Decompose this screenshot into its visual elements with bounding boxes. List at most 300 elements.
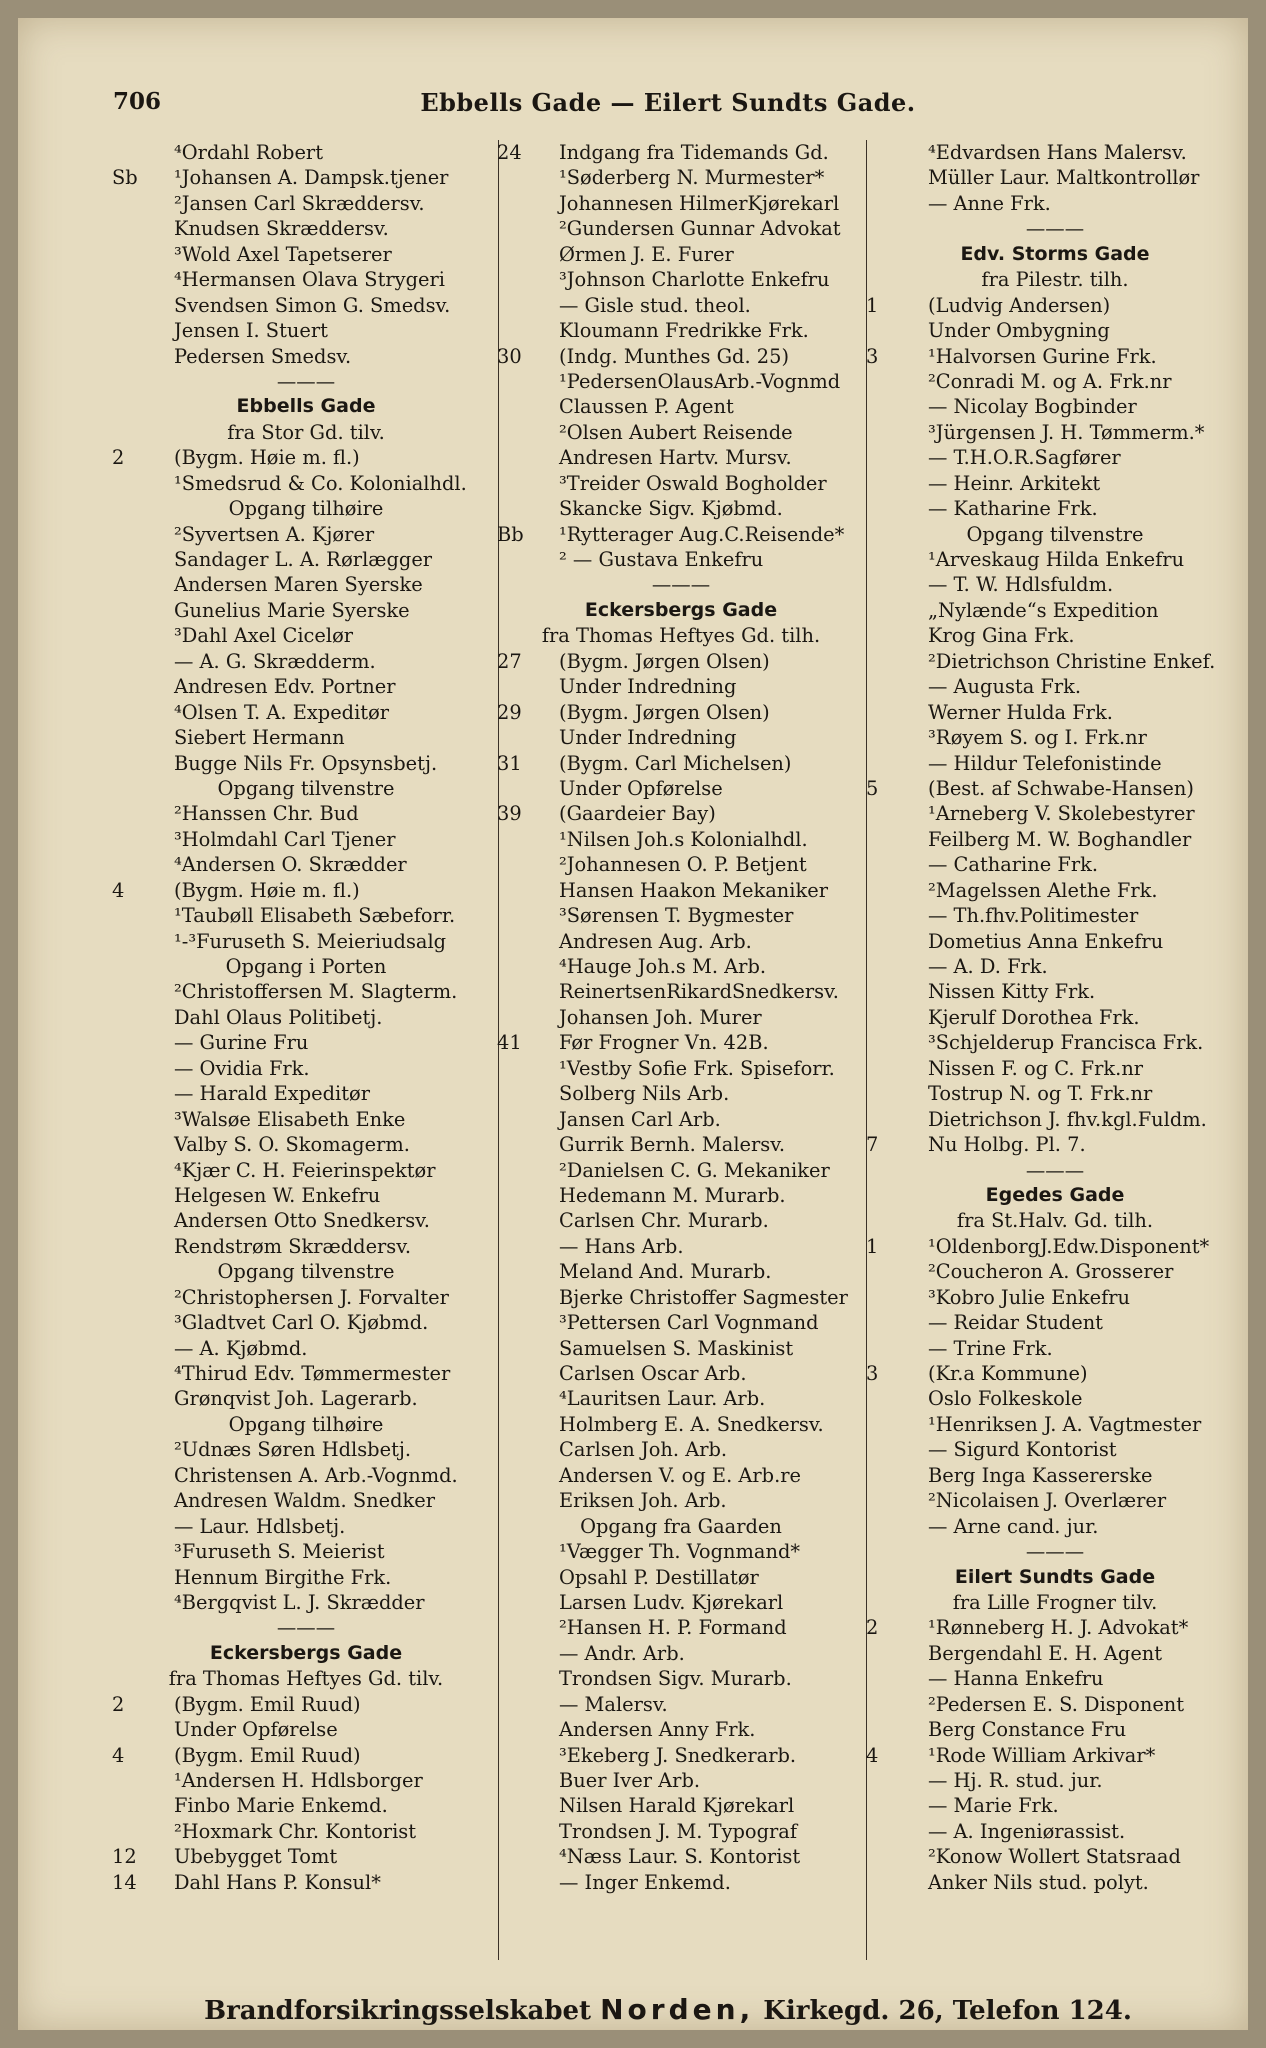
entry-text: Müller Laur. Maltkontrollør [928, 166, 1200, 190]
entry-text: ¹PedersenOlausArb.-Vognmd [559, 369, 841, 393]
entry-text: Rendstrøm Skræddersv. [174, 1234, 412, 1258]
entry-text: Opsahl P. Destillatør [559, 1565, 759, 1589]
footer-company-name: Norden, [600, 1993, 755, 2026]
directory-entry [866, 293, 1240, 318]
directory-entry [870, 369, 1240, 394]
entry-text: (Indg. Munthes Gd. 25) [559, 344, 790, 368]
house-number: 41 [497, 1031, 522, 1055]
directory-entry [116, 1463, 496, 1488]
directory-entry [116, 1793, 496, 1818]
directory-entry [501, 1565, 861, 1590]
entry-text: ²Conradi M. og A. Frk.nr [928, 369, 1172, 393]
directory-entry [870, 471, 1240, 496]
entry-text: Johansen Joh. Murer [559, 1005, 762, 1029]
entry-text: Feilberg M. W. Boghandler [928, 827, 1192, 851]
entry-text: ³Dahl Axel Cicelør [174, 624, 354, 648]
directory-entry [501, 1361, 861, 1386]
house-number: 5 [866, 776, 879, 800]
column-divider [866, 140, 867, 1960]
entry-text: ³Kobro Julie Enkefru [928, 1285, 1131, 1309]
entry-text: ⁴Olsen T. A. Expeditør [174, 700, 390, 724]
entry-text: Svendsen Simon G. Smedsv. [174, 293, 451, 317]
entry-text: Indgang fra Tidemands Gd. [559, 141, 829, 164]
section-note [870, 216, 1240, 241]
entry-text: Bugge Nils Fr. Opsynsbetj. [174, 751, 438, 775]
entry-text: Helgesen W. Enkefru [174, 1183, 381, 1207]
house-number: 1 [866, 1234, 879, 1258]
directory-entry [497, 522, 861, 547]
directory-entry [116, 1386, 496, 1411]
entry-text: — Arne cand. jur. [928, 1514, 1099, 1538]
house-number: Bb [497, 522, 524, 546]
entry-text: ⁴Thirud Edv. Tømmermester [174, 1362, 451, 1385]
entry-text: — Andr. Arb. [559, 1641, 685, 1665]
entry-text: — Gurine Fru [174, 1031, 309, 1055]
house-number: 39 [497, 802, 522, 826]
directory-entry [116, 216, 496, 241]
directory-entry [116, 1234, 496, 1259]
directory-entry [116, 1768, 496, 1793]
entry-text: Opgang tilvenstre [217, 776, 395, 800]
directory-entry [501, 191, 861, 216]
directory-entry [501, 929, 861, 954]
section-note [870, 522, 1240, 547]
directory-entry [501, 293, 861, 318]
entry-text: — A. Ingeniørassist. [928, 1819, 1126, 1843]
directory-entry [501, 1437, 861, 1462]
directory-entry [501, 1310, 861, 1335]
directory-entry [870, 1641, 1240, 1666]
directory-entry [870, 598, 1240, 623]
entry-text: ——— [651, 573, 711, 597]
entry-text: ¹Rode William Arkivar* [928, 1743, 1156, 1767]
directory-entry [116, 1336, 496, 1361]
directory-entry [116, 623, 496, 648]
entry-text: Grønqvist Joh. Lagerarb. [174, 1387, 418, 1411]
entry-text: fra St.Halv. Gd. tilh. [956, 1209, 1154, 1233]
entry-text: ²Udnæs Søren Hdlsbetj. [174, 1438, 412, 1462]
house-number: 1 [866, 293, 879, 317]
entry-text: Egedes Gade [985, 1183, 1125, 1206]
entry-text: Dometius Anna Enkefru [928, 929, 1164, 953]
directory-entry [870, 165, 1240, 190]
directory-entry [116, 1437, 496, 1462]
directory-entry [112, 1692, 496, 1717]
directory-entry [870, 191, 1240, 216]
entry-text: ²Pedersen E. S. Disponent [928, 1692, 1185, 1716]
directory-entry [501, 1005, 861, 1030]
directory-entry [501, 1793, 861, 1818]
directory-entry [116, 801, 496, 826]
directory-entry [870, 1336, 1240, 1361]
entry-text: Nu Holbg. Pl. 7. [928, 1133, 1086, 1157]
directory-entry [501, 1208, 861, 1233]
entry-text: — Reidar Student [928, 1311, 1103, 1335]
directory-entry [116, 1285, 496, 1310]
entry-text: ²Hanssen Chr. Bud [174, 802, 359, 826]
entry-text: Valby S. O. Skomagerm. [174, 1133, 410, 1157]
entry-text: ¹Arveskaug Hilda Enkefru [928, 548, 1185, 571]
column-1 [112, 140, 496, 1975]
entry-text: fra Thomas Heftyes Gd. tilv. [168, 1667, 444, 1691]
directory-entry [870, 1819, 1240, 1844]
directory-entry [870, 674, 1240, 699]
entry-text: — A. Kjøbmd. [174, 1336, 308, 1360]
entry-text: Opgang fra Gaarden [580, 1514, 782, 1538]
entry-text: Johannesen HilmerKjørekarl [559, 191, 840, 215]
entry-text: Kloumann Fredrikke Frk. [559, 319, 809, 343]
directory-entry [501, 1641, 861, 1666]
entry-text: Siebert Hermann [174, 726, 345, 750]
directory-entry [870, 852, 1240, 877]
entry-text: ³Walsøe Elisabeth Enke [174, 1107, 406, 1131]
directory-entry [112, 445, 496, 470]
entry-text: ³Gladtvet Carl O. Kjøbmd. [174, 1311, 429, 1335]
entry-text: Knudsen Skræddersv. [174, 217, 389, 241]
house-number: 29 [497, 700, 522, 724]
directory-entry [870, 700, 1240, 725]
entry-text: ²Syvertsen A. Kjører [174, 522, 375, 546]
directory-entry [501, 1183, 861, 1208]
section-note [116, 420, 496, 445]
entry-text: ³Treider Oswald Bogholder [559, 471, 827, 495]
directory-entry [870, 1056, 1240, 1081]
entry-text: Nissen F. og C. Frk.nr [928, 1056, 1144, 1080]
entry-text: ¹Vestby Sofie Frk. Spiseforr. [559, 1056, 835, 1080]
section-note [870, 1590, 1240, 1615]
entry-text: Skancke Sigv. Kjøbmd. [559, 497, 783, 521]
directory-entry [866, 1743, 1240, 1768]
entry-text: Eckersbergs Gade [209, 1641, 403, 1664]
entry-text: ¹Rytterager Aug.C.Reisende* [559, 522, 845, 546]
entry-text: Hansen Haakon Mekaniker [559, 878, 828, 902]
entry-text: ⁴Kjær C. H. Feierinspektør [174, 1158, 436, 1182]
directory-entry [870, 1030, 1240, 1055]
directory-entry [116, 1819, 496, 1844]
entry-text: Pedersen Smedsv. [174, 344, 352, 368]
directory-entry [870, 1793, 1240, 1818]
section-note [501, 1514, 861, 1539]
directory-entry [870, 1717, 1240, 1742]
directory-entry [116, 1488, 496, 1513]
directory-entry [501, 267, 861, 292]
directory-entry [501, 1463, 861, 1488]
entry-text: ²Magelssen Alethe Frk. [928, 878, 1158, 902]
directory-entry [501, 369, 861, 394]
entry-text: (Bygm. Høie m. fl.) [174, 878, 360, 902]
entry-text: Ørmen J. E. Furer [559, 242, 734, 266]
directory-entry [870, 1488, 1240, 1513]
directory-entry [870, 1463, 1240, 1488]
entry-text: Carlsen Chr. Murarb. [559, 1209, 769, 1233]
entry-text: ⁴Edvardsen Hans Malersv. [928, 141, 1187, 164]
entry-text: ³Wold Axel Tapetserer [174, 242, 392, 266]
entry-text: Berg Inga Kassererske [928, 1463, 1153, 1487]
directory-entry [870, 751, 1240, 776]
entry-text: ²Coucheron A. Grosserer [928, 1260, 1174, 1284]
entry-text: Ubebygget Tomt [174, 1845, 338, 1869]
entry-text: Carlsen Oscar Arb. [559, 1362, 747, 1385]
entry-text: Andersen V. og E. Arb.re [559, 1463, 801, 1487]
directory-entry [501, 445, 861, 470]
directory-entry [501, 1590, 861, 1615]
directory-entry [870, 140, 1240, 165]
entry-text: — Catharine Frk. [928, 853, 1099, 877]
entry-text: Andersen Otto Snedkersv. [174, 1209, 430, 1233]
entry-text: Andersen Anny Frk. [559, 1718, 756, 1742]
directory-entry [116, 318, 496, 343]
entry-text: ³Ekeberg J. Snedkerarb. [559, 1743, 797, 1767]
entry-text: ——— [276, 1616, 336, 1640]
entry-text: Hennum Birgithe Frk. [174, 1565, 392, 1589]
entry-text: Claussen P. Agent [559, 395, 734, 419]
directory-entry [870, 394, 1240, 419]
directory-entry [501, 1870, 861, 1895]
directory-entry [870, 420, 1240, 445]
directory-entry [501, 1336, 861, 1361]
entry-text: ——— [1025, 217, 1085, 241]
entry-text: ¹Smedsrud & Co. Kolonialhdl. [174, 471, 467, 495]
entry-text: — T.H.O.R.Sagfører [928, 446, 1121, 470]
directory-entry [866, 776, 1240, 801]
directory-entry [116, 1005, 496, 1030]
directory-entry [870, 1844, 1240, 1869]
directory-entry [870, 903, 1240, 928]
entry-text: Krog Gina Frk. [928, 624, 1075, 648]
directory-page [18, 18, 1248, 2030]
entry-text: ²Christophersen J. Forvalter [174, 1285, 449, 1309]
entry-text: (Bygm. Jørgen Olsen) [559, 649, 770, 673]
entry-text: Carlsen Joh. Arb. [559, 1438, 728, 1462]
directory-entry [112, 1844, 496, 1869]
house-number: 3 [866, 344, 879, 368]
entry-text: Under Indredning [559, 726, 737, 750]
entry-text: — Heinr. Arkitekt [928, 471, 1101, 495]
entry-text: Dahl Hans P. Konsul* [174, 1870, 381, 1894]
entry-text: — Augusta Frk. [928, 675, 1082, 699]
entry-text: Buer Iver Arb. [559, 1769, 701, 1792]
entry-text: — Th.fhv.Politimester [928, 904, 1139, 928]
entry-text: ²Gundersen Gunnar Advokat [559, 217, 841, 241]
directory-entry [501, 1234, 861, 1259]
directory-entry [116, 1310, 496, 1335]
entry-text: Under Opførelse [559, 776, 723, 800]
directory-entry [870, 979, 1240, 1004]
house-number: 2 [112, 1692, 125, 1716]
directory-entry [116, 1030, 496, 1055]
entry-text: Sandager L. A. Rørlægger [174, 548, 433, 571]
directory-entry [116, 242, 496, 267]
directory-entry [116, 1056, 496, 1081]
directory-entry [116, 827, 496, 852]
entry-text: ²Jansen Carl Skræddersv. [174, 191, 425, 215]
entry-text: Ebbells Gade [236, 395, 376, 418]
directory-entry [116, 344, 496, 369]
entry-text: ²Olsen Aubert Reisende [559, 420, 793, 444]
directory-entry [870, 318, 1240, 343]
entry-text: ³Holmdahl Carl Tjener [174, 827, 396, 851]
entry-text: — Inger Enkemd. [559, 1870, 731, 1894]
running-title: Ebbells Gade — Eilert Sundts Gade. [420, 88, 916, 117]
directory-entry [116, 1081, 496, 1106]
directory-entry [112, 1870, 496, 1895]
column-2 [497, 140, 861, 1975]
house-number: 3 [866, 1362, 879, 1385]
entry-text: Eriksen Joh. Arb. [559, 1489, 727, 1513]
entry-text: — Hanna Enkefru [928, 1667, 1104, 1691]
entry-text: Holmberg E. A. Snedkersv. [559, 1412, 824, 1436]
entry-text: Opgang tilvenstre [217, 1260, 395, 1284]
directory-entry [116, 929, 496, 954]
house-number: 2 [866, 1616, 879, 1640]
entry-text: Gurrik Bernh. Malersv. [559, 1133, 786, 1157]
directory-entry [501, 1666, 861, 1691]
directory-entry [501, 242, 861, 267]
directory-entry [870, 827, 1240, 852]
house-number: 2 [112, 446, 125, 470]
house-number: 7 [866, 1133, 879, 1157]
directory-entry [501, 165, 861, 190]
entry-text: (Kr.a Kommune) [928, 1362, 1088, 1385]
directory-entry [870, 547, 1240, 572]
directory-entry [116, 1590, 496, 1615]
directory-entry [501, 954, 861, 979]
directory-entry [116, 191, 496, 216]
entry-text: ¹-³Furuseth S. Meieriudsalg [174, 929, 447, 953]
section-note [116, 776, 496, 801]
entry-text: — Hans Arb. [559, 1234, 684, 1258]
entry-text: Hedemann M. Murarb. [559, 1183, 786, 1207]
directory-entry [116, 547, 496, 572]
directory-entry [116, 1361, 496, 1386]
entry-text: ³Furuseth S. Meierist [174, 1540, 385, 1564]
directory-entry [501, 674, 861, 699]
directory-entry [870, 1437, 1240, 1462]
directory-entry [116, 1539, 496, 1564]
entry-text: Samuelsen S. Maskinist [559, 1336, 794, 1360]
directory-entry [501, 1259, 861, 1284]
directory-entry [870, 954, 1240, 979]
directory-entry [501, 1132, 861, 1157]
house-number: 4 [112, 878, 125, 902]
entry-text: Jansen Carl Arb. [559, 1107, 721, 1131]
entry-text: — Trine Frk. [928, 1336, 1053, 1360]
directory-entry [116, 140, 496, 165]
footer-suffix: Kirkegd. 26, Telefon 124. [763, 1996, 1132, 2026]
section-note [870, 267, 1240, 292]
entry-text: ² — Gustava Enkefru [559, 548, 764, 571]
entry-text: Andersen Maren Syerske [174, 573, 423, 597]
entry-text: Werner Hulda Frk. [928, 700, 1113, 724]
entry-text: (Bygm. Høie m. fl.) [174, 446, 360, 470]
entry-text: Før Frogner Vn. 42B. [559, 1031, 769, 1055]
entry-text: (Ludvig Andersen) [928, 293, 1111, 317]
entry-text: Nilsen Harald Kjørekarl [559, 1794, 795, 1818]
entry-text: Bjerke Christoffer Sagmester [559, 1285, 848, 1309]
directory-entry [870, 623, 1240, 648]
directory-entry [501, 1488, 861, 1513]
street-heading [116, 1641, 496, 1666]
street-heading [870, 1565, 1240, 1590]
entry-text: — Harald Expeditør [174, 1082, 370, 1106]
directory-entry [501, 1819, 861, 1844]
street-heading [870, 242, 1240, 267]
directory-entry [501, 1158, 861, 1183]
directory-entry [870, 725, 1240, 750]
directory-entry [501, 1692, 861, 1717]
directory-entry [501, 1743, 861, 1768]
section-note [116, 1412, 496, 1437]
entry-text: ²Danielsen C. G. Mekaniker [559, 1158, 830, 1182]
directory-entry [497, 801, 861, 826]
entry-text: ³Røyem S. og I. Frk.nr [928, 726, 1147, 750]
house-number: 27 [497, 649, 522, 673]
entry-text: ³Jürgensen J. H. Tømmerm.* [928, 420, 1205, 444]
directory-entry [116, 674, 496, 699]
directory-entry [870, 1107, 1240, 1132]
entry-text: ³Pettersen Carl Vognmand [559, 1311, 819, 1335]
entry-text: ³Sørensen T. Bygmester [559, 904, 794, 928]
section-note [116, 1615, 496, 1640]
directory-entry [501, 1844, 861, 1869]
entry-text: ¹Taubøll Elisabeth Sæbeforr. [174, 904, 456, 928]
directory-entry [501, 903, 861, 928]
entry-text: (Bygm. Carl Michelsen) [559, 751, 792, 775]
entry-text: ²Christoffersen M. Slagterm. [174, 980, 458, 1004]
directory-entry [501, 1615, 861, 1640]
entry-text: ²Hansen H. P. Formand [559, 1616, 787, 1640]
footer-prefix: Brandforsikringsselskabet [204, 1996, 592, 2026]
directory-entry [116, 293, 496, 318]
entry-text: — Hildur Telefonistinde [928, 751, 1162, 775]
entry-text: — Sigurd Kontorist [928, 1438, 1117, 1462]
entry-text: ReinertsenRikardSnedkersv. [559, 980, 839, 1004]
entry-text: — A. D. Frk. [928, 955, 1048, 978]
directory-entry [501, 979, 861, 1004]
entry-text: ——— [1025, 1158, 1085, 1182]
section-note [116, 1666, 496, 1691]
entry-text: — Malersv. [559, 1692, 668, 1716]
directory-entry [870, 1412, 1240, 1437]
directory-entry [501, 420, 861, 445]
entry-text: Anker Nils stud. polyt. [928, 1870, 1149, 1894]
directory-entry [501, 1285, 861, 1310]
entry-text: Nissen Kitty Frk. [928, 980, 1096, 1004]
street-heading [870, 1183, 1240, 1208]
entry-text: (Gaardeier Bay) [559, 802, 716, 826]
section-note [870, 1539, 1240, 1564]
entry-text: ¹Rønneberg H. J. Advokat* [928, 1616, 1189, 1640]
directory-entry [501, 471, 861, 496]
directory-entry [497, 1030, 861, 1055]
entry-text: Trondsen Sigv. Murarb. [559, 1667, 792, 1691]
directory-entry [116, 852, 496, 877]
directory-entry [870, 878, 1240, 903]
entry-text: ¹OldenborgJ.Edw.Disponent* [928, 1234, 1210, 1258]
directory-entry [870, 1386, 1240, 1411]
entry-text: ²Dietrichson Christine Enkef. [928, 649, 1216, 673]
entry-text: — Anne Frk. [928, 191, 1051, 215]
directory-entry [501, 1412, 861, 1437]
entry-text: Under Indredning [559, 675, 737, 699]
directory-entry [116, 1717, 496, 1742]
section-note [870, 1208, 1240, 1233]
entry-text: Kjerulf Dorothea Frk. [928, 1005, 1140, 1029]
directory-entry [116, 1208, 496, 1233]
entry-text: Under Ombygning [928, 319, 1110, 343]
section-note [870, 1158, 1240, 1183]
entry-text: ⁴Andersen O. Skrædder [174, 853, 407, 877]
